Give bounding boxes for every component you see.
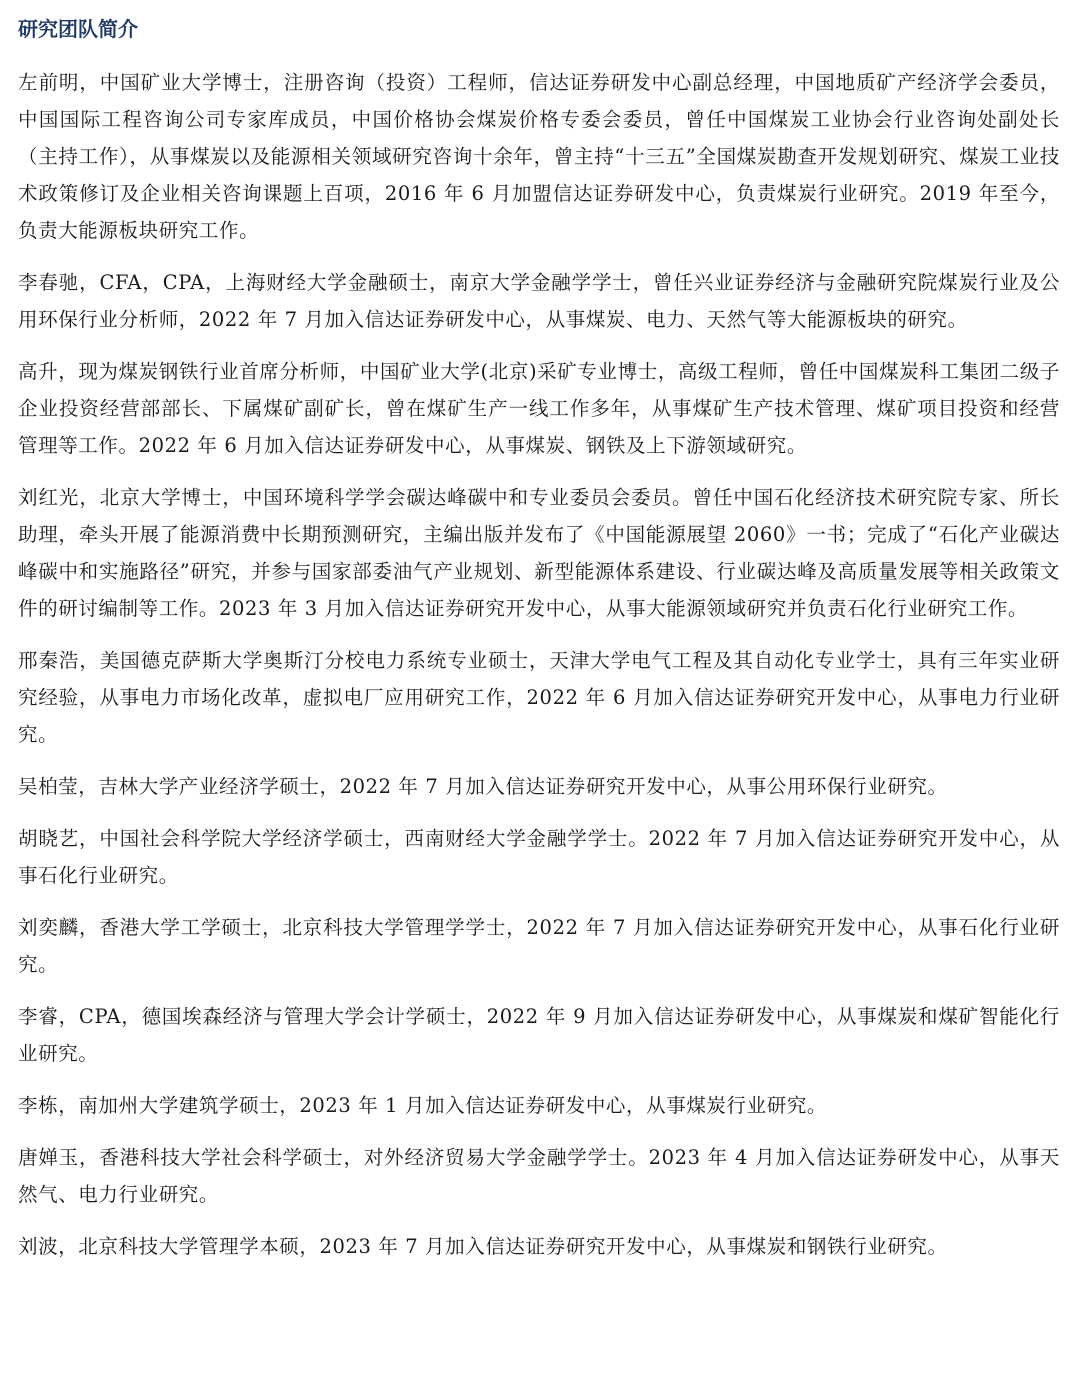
bio-li-rui: 李睿，CPA，德国埃森经济与管理大学会计学硕士，2022 年 9 月加入信达证券研发中心，从事煤炭和煤矿智能化行业研究。 [18,1005,1060,1065]
bio-liu-yilin: 刘奕麟，香港大学工学硕士，北京科技大学管理学学士，2022 年 7 月加入信达证券研究开发中心，从事石化行业研究。 [18,916,1060,976]
bio-zuo-qianming: 左前明，中国矿业大学博士，注册咨询（投资）工程师，信达证券研发中心副总经理，中国地质矿产经济学会委员，中国国际工程咨询公司专家库成员，中国价格协会煤炭价格专委会委员，曾任中国煤炭工业协会行业咨询处副处长（主持工作），从事煤炭以及能源相关领域研究咨询十余年，曾主持“十三五”全国煤炭勘查开发规划研究、煤炭工业技术政策修订及企业相关咨询课题上百项，2016 年 6 月加盟信达证券研发中心，负责煤炭行业研究。2019 年至今，负责大能源板块研究工作。 [18,71,1060,242]
bio-liu-bo: 刘波，北京科技大学管理学本硕，2023 年 7 月加入信达证券研究开发中心，从事煤炭和钢铁行业研究。 [18,1235,948,1258]
bio-gao-sheng: 高升，现为煤炭钢铁行业首席分析师，中国矿业大学(北京)采矿专业博士，高级工程师，曾任中国煤炭科工集团二级子企业投资经营部部长、下属煤矿副矿长，曾在煤矿生产一线工作多年，从事煤矿生产技术管理、煤矿项目投资和经营管理等工作。2022 年 6 月加入信达证券研发中心，从事煤炭、钢铁及上下游领域研究。 [18,360,1060,457]
section-title: 研究团队简介 [18,17,138,41]
bio-tang-chanyu: 唐婵玉，香港科技大学社会科学硕士，对外经济贸易大学金融学学士。2023 年 4 月加入信达证券研发中心，从事天然气、电力行业研究。 [18,1146,1060,1206]
bio-hu-xiaoyi: 胡晓艺，中国社会科学院大学经济学硕士，西南财经大学金融学学士。2022 年 7 月加入信达证券研究开发中心，从事石化行业研究。 [18,827,1060,887]
bio-li-chunchi: 李春驰，CFA，CPA，上海财经大学金融硕士，南京大学金融学学士，曾任兴业证券经济与金融研究院煤炭行业及公用环保行业分析师，2022 年 7 月加入信达证券研发中心，从事煤炭、电力、天然气等大能源板块的研究。 [18,271,1060,331]
bio-xing-qinhao: 邢秦浩，美国德克萨斯大学奥斯汀分校电力系统专业硕士，天津大学电气工程及其自动化专业学士，具有三年实业研究经验，从事电力市场化改革，虚拟电厂应用研究工作，2022 年 6 月加入信达证券研究开发中心，从事电力行业研究。 [18,649,1060,746]
bio-li-dong: 李栋，南加州大学建筑学硕士，2023 年 1 月加入信达证券研发中心，从事煤炭行业研究。 [18,1094,828,1117]
bio-wu-baiying: 吴柏莹，吉林大学产业经济学硕士，2022 年 7 月加入信达证券研究开发中心，从事公用环保行业研究。 [18,775,948,798]
bio-liu-hongguang: 刘红光，北京大学博士，中国环境科学学会碳达峰碳中和专业委员会委员。曾任中国石化经济技术研究院专家、所长助理，牵头开展了能源消费中长期预测研究，主编出版并发布了《中国能源展望 2060》一书；完成了“石化产业碳达峰碳中和实施路径”研究，并参与国家部委油气产业规划、新型能源体系建设、行业碳达峰及高质量发展等相关政策文件的研讨编制等工作。2023 年 3 月加入信达证券研究开发中心，从事大能源领域研究并负责石化行业研究工作。 [18,486,1060,620]
